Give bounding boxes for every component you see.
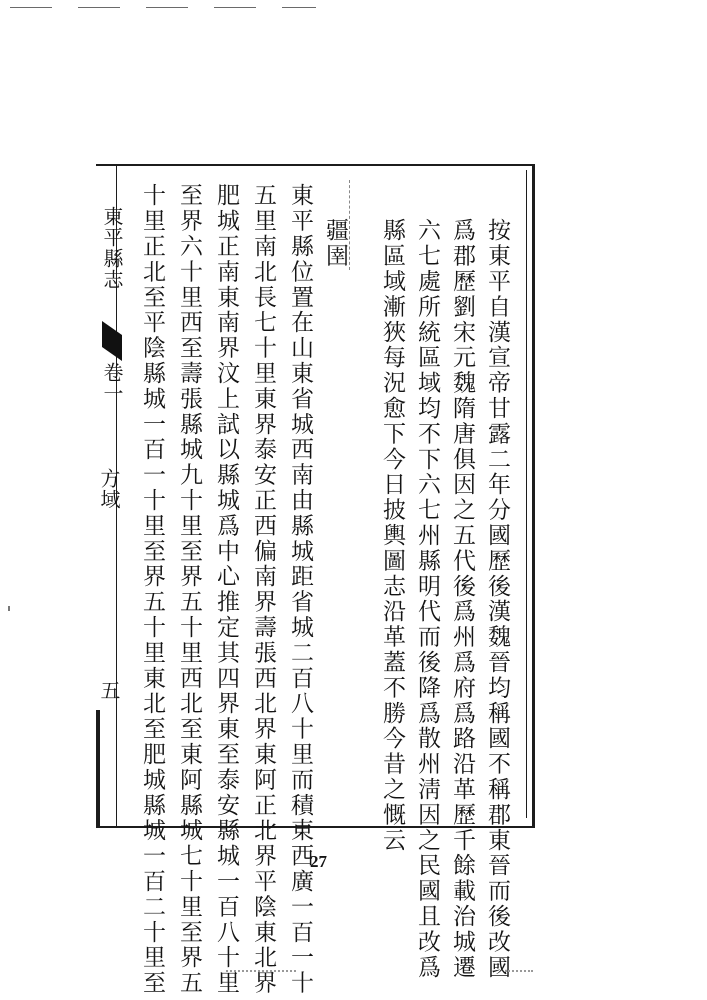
- margin-bottom-rule: [96, 710, 100, 826]
- section-heading-jiangyu: 疆圉: [322, 218, 348, 269]
- text-column-7: 五里南北長七十里東界泰安正西偏南界壽張西北界東阿正北界平陰東北界: [250, 183, 276, 996]
- top-scan-line: [10, 7, 52, 8]
- top-scan-line: [78, 7, 120, 8]
- margin-volume: 卷一: [100, 362, 124, 404]
- text-column-4: 縣區域漸狹每況愈下今日披輿圖志沿革蓋不勝今昔之慨云: [379, 218, 405, 853]
- scan-speck: [8, 606, 10, 611]
- scan-dots: [505, 970, 533, 974]
- margin-section: 方域: [97, 468, 121, 510]
- top-scan-line: [146, 7, 188, 8]
- margin-leaf-number: 五: [97, 680, 121, 701]
- top-scan-line: [214, 7, 256, 8]
- text-column-3: 六七處所統區域均不下六七州縣明代而後降爲散州淸因之民國且改爲: [414, 218, 440, 980]
- page-number: 27: [310, 852, 327, 871]
- text-column-2: 爲郡歷劉宋元魏隋唐俱因之五代後爲州爲府爲路沿革歷千餘載治城遷: [449, 218, 475, 980]
- top-scan-line: [282, 7, 316, 8]
- text-column-8: 肥城正南東南界汶上試以縣城爲中心推定其四界東至泰安縣城一百八十里: [213, 183, 239, 996]
- text-column-10: 十里正北至平陰縣城一百一十里至界五十里東北至肥城縣城一百二十里至: [139, 183, 165, 996]
- text-column-1: 按東平自漢宣帝甘露二年分國歷後漢魏晉均稱國不稱郡東晉而後改國: [484, 218, 510, 980]
- scan-dash-mark: [349, 180, 351, 270]
- margin-book-title: 東平縣志: [100, 206, 124, 290]
- text-column-9: 至界六十里西至壽張縣城九十里至界五十里西北至東阿縣城七十里至界五: [176, 183, 202, 996]
- scan-dots: [226, 970, 296, 974]
- text-column-6: 東平縣位置在山東省城西南由縣城距省城二百八十里而積東西廣一百一十: [287, 183, 313, 996]
